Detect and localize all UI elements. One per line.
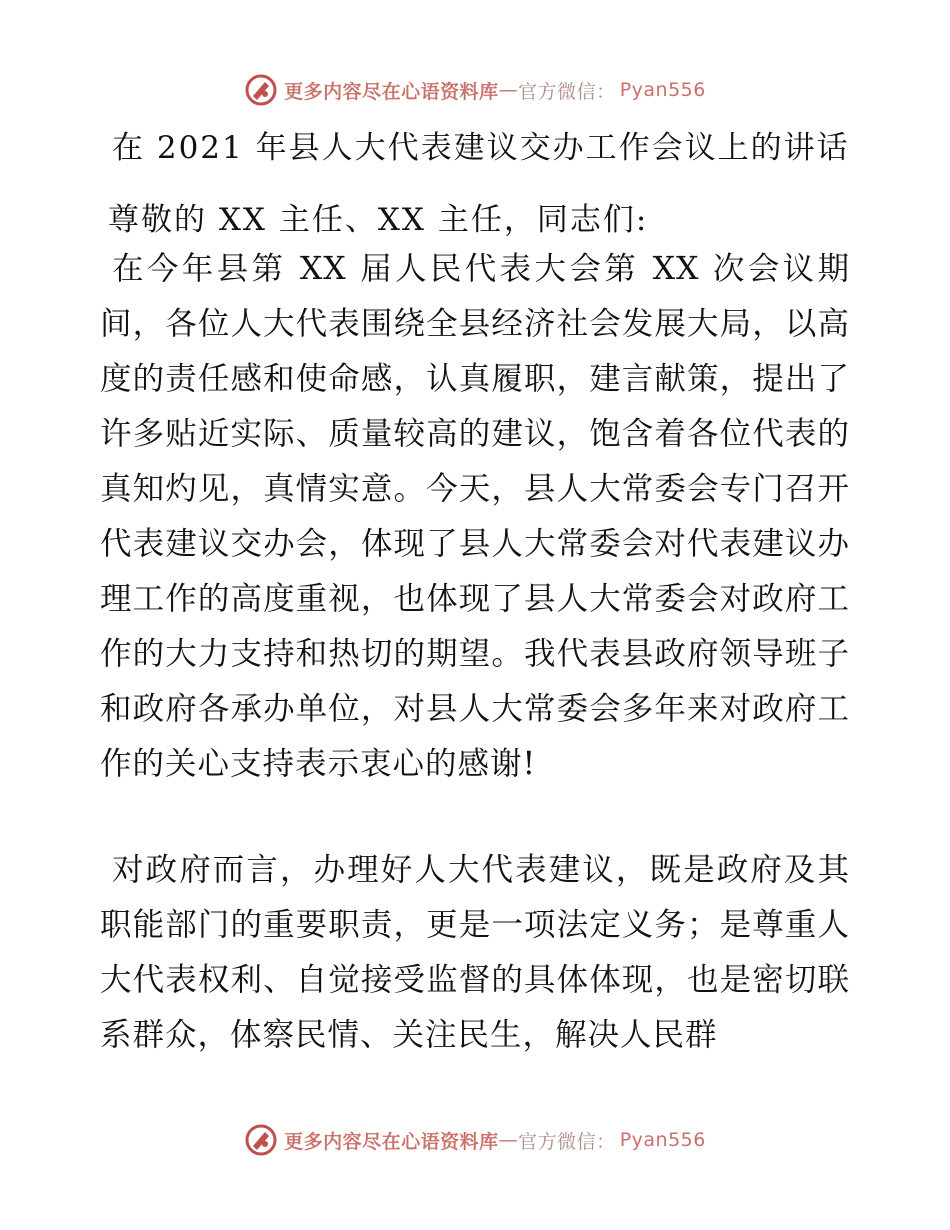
watermark-dash: — bbox=[498, 1129, 519, 1151]
watermark-main-text: 更多内容尽在心语资料库 bbox=[284, 80, 499, 103]
header-watermark bbox=[0, 70, 950, 110]
watermark-official-label: 官方微信： bbox=[518, 80, 616, 103]
watermark-dash: — bbox=[498, 79, 519, 101]
document-salutation: 尊敬的 XX 主任、XX 主任，同志们: bbox=[108, 202, 649, 238]
watermark-main-text: 更多内容尽在心语资料库 bbox=[284, 1130, 499, 1153]
document-title: 在 2021 年县人大代表建议交办工作会议上的讲话 bbox=[112, 130, 850, 166]
watermark-wechat-id: Pyan556 bbox=[619, 1129, 706, 1151]
watermark-official-label: 官方微信： bbox=[518, 1130, 616, 1153]
body-paragraph-2: 对政府而言，办理好人大代表建议，既是政府及其职能部门的重要职责，更是一项法定义务；是尊重人大代表权利、自觉接受监督的具体体现，也是密切联系群众，体察民情、关注民生，解决人民群 bbox=[100, 852, 850, 1053]
watermark-logo-icon bbox=[244, 73, 278, 107]
body-paragraph-1: 在今年县第 XX 届人民代表大会第 XX 次会议期间，各位人大代表围绕全县经济社会发展大局，以高度的责任感和使命感，认真履职，建言献策，提出了许多贴近实际、质量较高的建议，饱含着各位代表的真知灼见，真情实意。今天，县人大常委会专门召开代表建议交办会，体现了县人大常委会对代表建议办理工作的高度重视，也体现了县人大常委会对政府工作的大力支持和热切的期望。我代表县政府领导班子和政府各承办单位，对县人大常委会多年来对政府工作的关心支持表示衷心的感谢! bbox=[100, 251, 850, 782]
footer-watermark bbox=[0, 1120, 950, 1160]
watermark-wechat-id: Pyan556 bbox=[619, 79, 706, 101]
watermark-logo-icon bbox=[244, 1123, 278, 1157]
